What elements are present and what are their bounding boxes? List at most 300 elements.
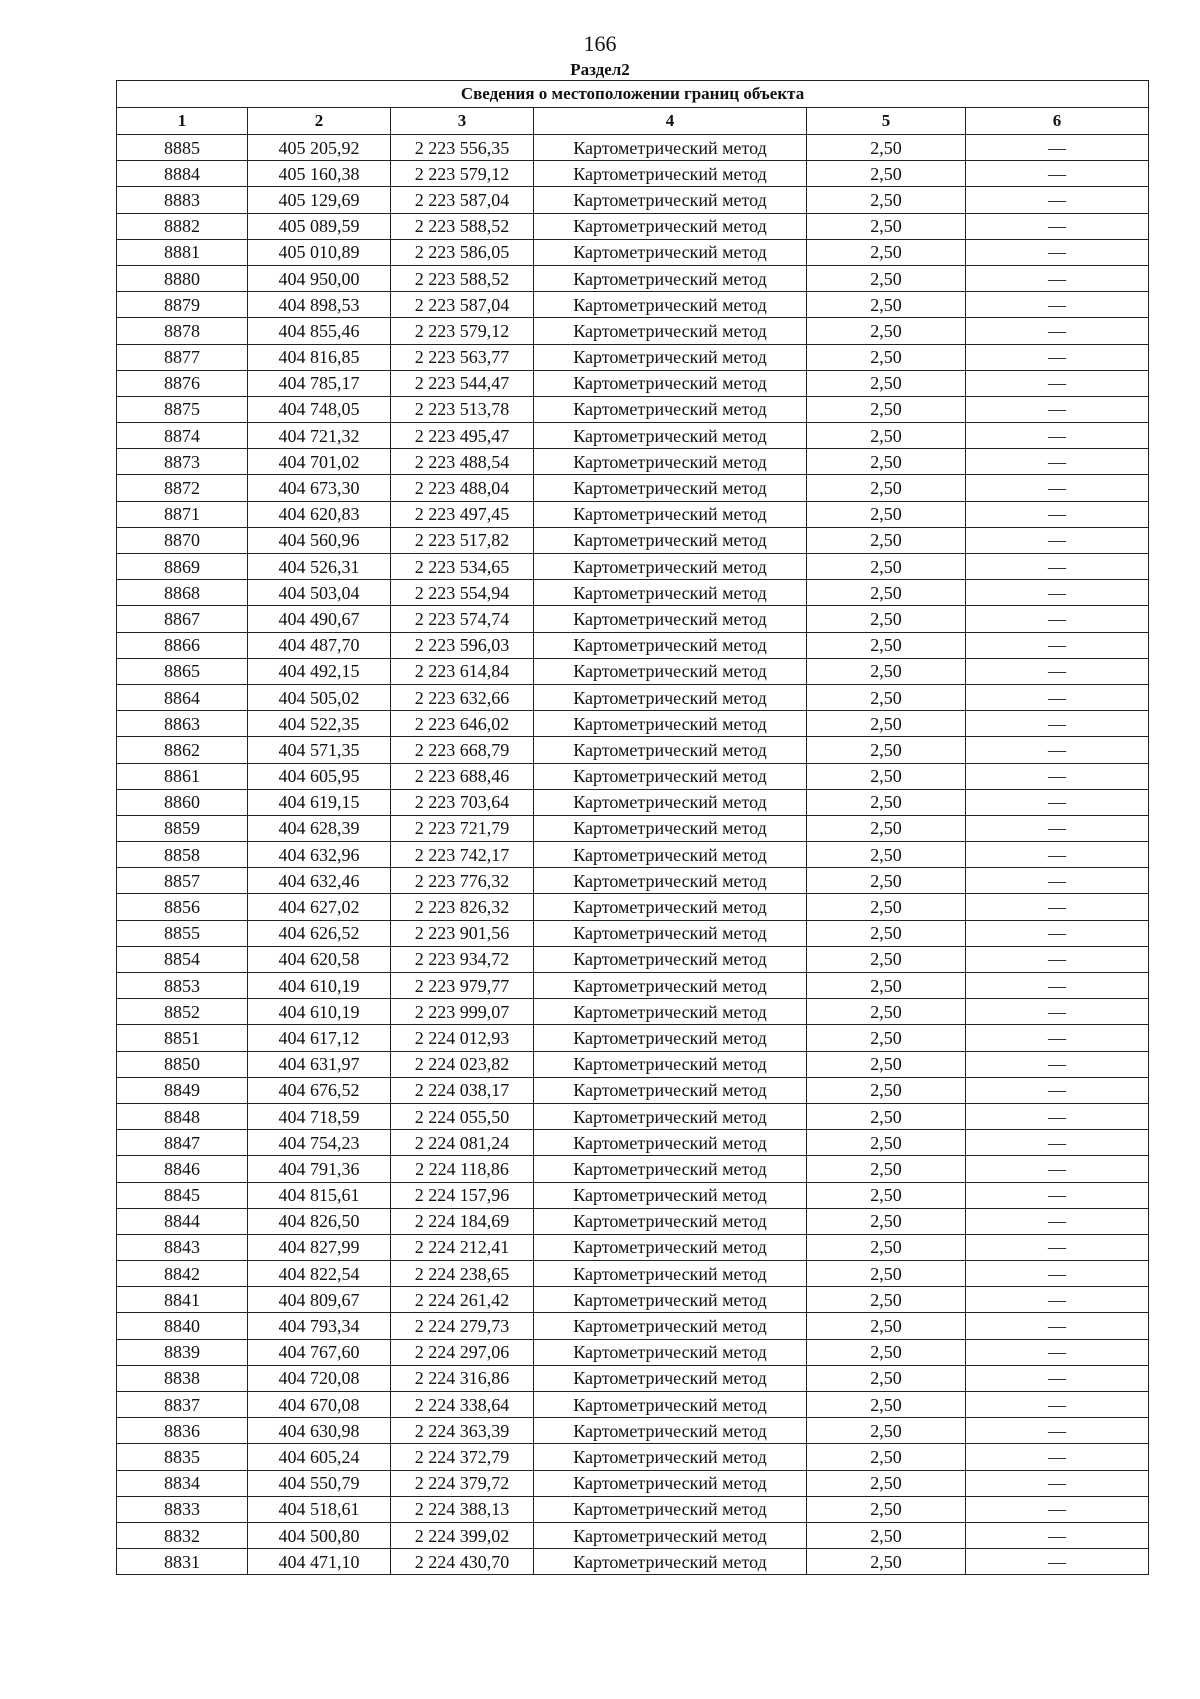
y-coordinate-cell: 2 223 588,52 [391, 213, 534, 239]
table-row [117, 632, 1149, 658]
table-row [117, 973, 1149, 999]
table-row [117, 475, 1149, 501]
y-coordinate-cell: 2 223 534,65 [391, 554, 534, 580]
table-row [117, 187, 1149, 213]
accuracy-cell: 2,50 [807, 318, 966, 344]
table-row [117, 658, 1149, 684]
description-cell: — [966, 1234, 1149, 1260]
accuracy-cell: 2,50 [807, 1182, 966, 1208]
y-coordinate-cell: 2 223 513,78 [391, 396, 534, 422]
x-coordinate-cell: 405 089,59 [248, 213, 391, 239]
x-coordinate-cell: 404 701,02 [248, 449, 391, 475]
description-cell: — [966, 554, 1149, 580]
method-cell: Картометрический метод [534, 737, 807, 763]
method-cell: Картометрический метод [534, 527, 807, 553]
table-row [117, 894, 1149, 920]
method-cell: Картометрический метод [534, 1182, 807, 1208]
y-coordinate-cell: 2 223 544,47 [391, 370, 534, 396]
y-coordinate-cell: 2 223 999,07 [391, 999, 534, 1025]
x-coordinate-cell: 404 754,23 [248, 1130, 391, 1156]
x-coordinate-cell: 404 627,02 [248, 894, 391, 920]
description-cell: — [966, 527, 1149, 553]
y-coordinate-cell: 2 224 184,69 [391, 1208, 534, 1234]
description-cell: — [966, 265, 1149, 291]
x-coordinate-cell: 404 670,08 [248, 1392, 391, 1418]
x-coordinate-cell: 404 720,08 [248, 1365, 391, 1391]
point-number-cell: 8845 [117, 1182, 248, 1208]
table-row [117, 1156, 1149, 1182]
accuracy-cell: 2,50 [807, 1051, 966, 1077]
accuracy-cell: 2,50 [807, 920, 966, 946]
x-coordinate-cell: 404 490,67 [248, 606, 391, 632]
description-cell: — [966, 187, 1149, 213]
x-coordinate-cell: 404 503,04 [248, 580, 391, 606]
accuracy-cell: 2,50 [807, 1549, 966, 1575]
y-coordinate-cell: 2 224 379,72 [391, 1470, 534, 1496]
description-cell: — [966, 1444, 1149, 1470]
accuracy-cell: 2,50 [807, 789, 966, 815]
description-cell: — [966, 161, 1149, 187]
table-row [117, 842, 1149, 868]
description-cell: — [966, 1339, 1149, 1365]
column-header: 2 [248, 108, 391, 135]
y-coordinate-cell: 2 224 157,96 [391, 1182, 534, 1208]
point-number-cell: 8877 [117, 344, 248, 370]
description-cell: — [966, 999, 1149, 1025]
method-cell: Картометрический метод [534, 894, 807, 920]
accuracy-cell: 2,50 [807, 187, 966, 213]
point-number-cell: 8843 [117, 1234, 248, 1260]
x-coordinate-cell: 404 500,80 [248, 1522, 391, 1548]
accuracy-cell: 2,50 [807, 1418, 966, 1444]
method-cell: Картометрический метод [534, 763, 807, 789]
description-cell: — [966, 1287, 1149, 1313]
x-coordinate-cell: 404 560,96 [248, 527, 391, 553]
point-number-cell: 8865 [117, 658, 248, 684]
table-body [117, 135, 1149, 1575]
accuracy-cell: 2,50 [807, 1287, 966, 1313]
point-number-cell: 8882 [117, 213, 248, 239]
x-coordinate-cell: 404 950,00 [248, 265, 391, 291]
method-cell: Картометрический метод [534, 318, 807, 344]
description-cell: — [966, 396, 1149, 422]
accuracy-cell: 2,50 [807, 1522, 966, 1548]
accuracy-cell: 2,50 [807, 1103, 966, 1129]
method-cell: Картометрический метод [534, 396, 807, 422]
point-number-cell: 8868 [117, 580, 248, 606]
table-row [117, 1392, 1149, 1418]
description-cell: — [966, 344, 1149, 370]
y-coordinate-cell: 2 223 488,04 [391, 475, 534, 501]
method-cell: Картометрический метод [534, 1496, 807, 1522]
y-coordinate-cell: 2 223 703,64 [391, 789, 534, 815]
y-coordinate-cell: 2 224 055,50 [391, 1103, 534, 1129]
point-number-cell: 8878 [117, 318, 248, 344]
table-row [117, 606, 1149, 632]
point-number-cell: 8832 [117, 1522, 248, 1548]
accuracy-cell: 2,50 [807, 894, 966, 920]
x-coordinate-cell: 404 505,02 [248, 684, 391, 710]
description-cell: — [966, 1313, 1149, 1339]
point-number-cell: 8869 [117, 554, 248, 580]
accuracy-cell: 2,50 [807, 1470, 966, 1496]
x-coordinate-cell: 404 767,60 [248, 1339, 391, 1365]
point-number-cell: 8860 [117, 789, 248, 815]
accuracy-cell: 2,50 [807, 763, 966, 789]
point-number-cell: 8840 [117, 1313, 248, 1339]
x-coordinate-cell: 405 010,89 [248, 239, 391, 265]
accuracy-cell: 2,50 [807, 815, 966, 841]
description-cell: — [966, 1051, 1149, 1077]
x-coordinate-cell: 404 626,52 [248, 920, 391, 946]
description-cell: — [966, 1103, 1149, 1129]
method-cell: Картометрический метод [534, 606, 807, 632]
method-cell: Картометрический метод [534, 868, 807, 894]
table-row [117, 554, 1149, 580]
description-cell: — [966, 658, 1149, 684]
method-cell: Картометрический метод [534, 815, 807, 841]
page-number: 166 [583, 31, 617, 56]
description-cell: — [966, 868, 1149, 894]
accuracy-cell: 2,50 [807, 1392, 966, 1418]
x-coordinate-cell: 404 809,67 [248, 1287, 391, 1313]
y-coordinate-cell: 2 224 279,73 [391, 1313, 534, 1339]
table-row [117, 1339, 1149, 1365]
x-coordinate-cell: 404 571,35 [248, 737, 391, 763]
method-cell: Картометрический метод [534, 1392, 807, 1418]
accuracy-cell: 2,50 [807, 423, 966, 449]
accuracy-cell: 2,50 [807, 973, 966, 999]
accuracy-cell: 2,50 [807, 292, 966, 318]
method-cell: Картометрический метод [534, 161, 807, 187]
table-row [117, 423, 1149, 449]
point-number-cell: 8875 [117, 396, 248, 422]
point-number-cell: 8847 [117, 1130, 248, 1156]
point-number-cell: 8855 [117, 920, 248, 946]
method-cell: Картометрический метод [534, 580, 807, 606]
table-row [117, 292, 1149, 318]
accuracy-cell: 2,50 [807, 999, 966, 1025]
accuracy-cell: 2,50 [807, 658, 966, 684]
column-header: 4 [534, 108, 807, 135]
y-coordinate-cell: 2 223 554,94 [391, 580, 534, 606]
point-number-cell: 8862 [117, 737, 248, 763]
x-coordinate-cell: 404 605,95 [248, 763, 391, 789]
point-number-cell: 8848 [117, 1103, 248, 1129]
point-number-cell: 8837 [117, 1392, 248, 1418]
method-cell: Картометрический метод [534, 292, 807, 318]
table-row [117, 1287, 1149, 1313]
x-coordinate-cell: 404 793,34 [248, 1313, 391, 1339]
method-cell: Картометрический метод [534, 1130, 807, 1156]
method-cell: Картометрический метод [534, 1287, 807, 1313]
table-row [117, 449, 1149, 475]
table-row [117, 920, 1149, 946]
x-coordinate-cell: 404 628,39 [248, 815, 391, 841]
description-cell: — [966, 606, 1149, 632]
table-title: Сведения о местоположении границ объекта [117, 81, 1149, 108]
point-number-cell: 8839 [117, 1339, 248, 1365]
method-cell: Картометрический метод [534, 239, 807, 265]
table-row [117, 318, 1149, 344]
y-coordinate-cell: 2 224 372,79 [391, 1444, 534, 1470]
method-cell: Картометрический метод [534, 213, 807, 239]
point-number-cell: 8833 [117, 1496, 248, 1522]
table-row [117, 1130, 1149, 1156]
method-cell: Картометрический метод [534, 265, 807, 291]
table-row [117, 763, 1149, 789]
description-cell: — [966, 1549, 1149, 1575]
table-row [117, 1051, 1149, 1077]
y-coordinate-cell: 2 223 587,04 [391, 187, 534, 213]
point-number-cell: 8849 [117, 1077, 248, 1103]
description-cell: — [966, 894, 1149, 920]
point-number-cell: 8885 [117, 135, 248, 161]
table-row [117, 344, 1149, 370]
accuracy-cell: 2,50 [807, 396, 966, 422]
column-header: 6 [966, 108, 1149, 135]
point-number-cell: 8872 [117, 475, 248, 501]
point-number-cell: 8853 [117, 973, 248, 999]
description-cell: — [966, 946, 1149, 972]
point-number-cell: 8881 [117, 239, 248, 265]
table-row [117, 1522, 1149, 1548]
description-cell: — [966, 1208, 1149, 1234]
y-coordinate-cell: 2 224 316,86 [391, 1365, 534, 1391]
table-row [117, 1313, 1149, 1339]
point-number-cell: 8864 [117, 684, 248, 710]
method-cell: Картометрический метод [534, 658, 807, 684]
method-cell: Картометрический метод [534, 1261, 807, 1287]
y-coordinate-cell: 2 223 668,79 [391, 737, 534, 763]
table-row [117, 580, 1149, 606]
table-row [117, 1418, 1149, 1444]
point-number-cell: 8861 [117, 763, 248, 789]
method-cell: Картометрический метод [534, 973, 807, 999]
point-number-cell: 8841 [117, 1287, 248, 1313]
point-number-cell: 8879 [117, 292, 248, 318]
point-number-cell: 8850 [117, 1051, 248, 1077]
y-coordinate-cell: 2 223 596,03 [391, 632, 534, 658]
y-coordinate-cell: 2 223 556,35 [391, 135, 534, 161]
point-number-cell: 8884 [117, 161, 248, 187]
method-cell: Картометрический метод [534, 1025, 807, 1051]
x-coordinate-cell: 404 617,12 [248, 1025, 391, 1051]
table-row [117, 999, 1149, 1025]
accuracy-cell: 2,50 [807, 737, 966, 763]
x-coordinate-cell: 404 826,50 [248, 1208, 391, 1234]
y-coordinate-cell: 2 223 934,72 [391, 946, 534, 972]
x-coordinate-cell: 404 822,54 [248, 1261, 391, 1287]
table-row [117, 1365, 1149, 1391]
y-coordinate-cell: 2 223 646,02 [391, 711, 534, 737]
x-coordinate-cell: 404 610,19 [248, 999, 391, 1025]
method-cell: Картометрический метод [534, 789, 807, 815]
y-coordinate-cell: 2 223 579,12 [391, 318, 534, 344]
point-number-cell: 8858 [117, 842, 248, 868]
point-number-cell: 8870 [117, 527, 248, 553]
accuracy-cell: 2,50 [807, 135, 966, 161]
x-coordinate-cell: 404 550,79 [248, 1470, 391, 1496]
y-coordinate-cell: 2 223 614,84 [391, 658, 534, 684]
accuracy-cell: 2,50 [807, 1496, 966, 1522]
point-number-cell: 8844 [117, 1208, 248, 1234]
table-row [117, 684, 1149, 710]
section-label: Раздел2 [570, 60, 630, 79]
point-number-cell: 8866 [117, 632, 248, 658]
accuracy-cell: 2,50 [807, 527, 966, 553]
y-coordinate-cell: 2 223 632,66 [391, 684, 534, 710]
method-cell: Картометрический метод [534, 423, 807, 449]
y-coordinate-cell: 2 223 488,54 [391, 449, 534, 475]
table-row [117, 1077, 1149, 1103]
x-coordinate-cell: 405 129,69 [248, 187, 391, 213]
point-number-cell: 8835 [117, 1444, 248, 1470]
point-number-cell: 8846 [117, 1156, 248, 1182]
y-coordinate-cell: 2 223 586,05 [391, 239, 534, 265]
point-number-cell: 8838 [117, 1365, 248, 1391]
table-row [117, 1470, 1149, 1496]
accuracy-cell: 2,50 [807, 632, 966, 658]
y-coordinate-cell: 2 223 563,77 [391, 344, 534, 370]
method-cell: Картометрический метод [534, 1313, 807, 1339]
description-cell: — [966, 213, 1149, 239]
y-coordinate-cell: 2 223 495,47 [391, 423, 534, 449]
table-row [117, 1444, 1149, 1470]
point-number-cell: 8842 [117, 1261, 248, 1287]
x-coordinate-cell: 404 898,53 [248, 292, 391, 318]
accuracy-cell: 2,50 [807, 475, 966, 501]
description-cell: — [966, 920, 1149, 946]
y-coordinate-cell: 2 224 038,17 [391, 1077, 534, 1103]
table-row [117, 370, 1149, 396]
x-coordinate-cell: 404 673,30 [248, 475, 391, 501]
accuracy-cell: 2,50 [807, 501, 966, 527]
table-row [117, 737, 1149, 763]
method-cell: Картометрический метод [534, 1339, 807, 1365]
accuracy-cell: 2,50 [807, 684, 966, 710]
x-coordinate-cell: 404 610,19 [248, 973, 391, 999]
accuracy-cell: 2,50 [807, 1130, 966, 1156]
point-number-cell: 8851 [117, 1025, 248, 1051]
table-row [117, 868, 1149, 894]
accuracy-cell: 2,50 [807, 1208, 966, 1234]
x-coordinate-cell: 404 522,35 [248, 711, 391, 737]
y-coordinate-cell: 2 223 574,74 [391, 606, 534, 632]
description-cell: — [966, 423, 1149, 449]
y-coordinate-cell: 2 223 587,04 [391, 292, 534, 318]
method-cell: Картометрический метод [534, 1444, 807, 1470]
accuracy-cell: 2,50 [807, 239, 966, 265]
description-cell: — [966, 789, 1149, 815]
x-coordinate-cell: 404 630,98 [248, 1418, 391, 1444]
accuracy-cell: 2,50 [807, 449, 966, 475]
point-number-cell: 8874 [117, 423, 248, 449]
description-cell: — [966, 239, 1149, 265]
accuracy-cell: 2,50 [807, 1234, 966, 1260]
description-cell: — [966, 815, 1149, 841]
y-coordinate-cell: 2 223 979,77 [391, 973, 534, 999]
description-cell: — [966, 580, 1149, 606]
method-cell: Картометрический метод [534, 475, 807, 501]
accuracy-cell: 2,50 [807, 842, 966, 868]
table-row [117, 946, 1149, 972]
x-coordinate-cell: 404 487,70 [248, 632, 391, 658]
method-cell: Картометрический метод [534, 1051, 807, 1077]
method-cell: Картометрический метод [534, 187, 807, 213]
point-number-cell: 8852 [117, 999, 248, 1025]
method-cell: Картометрический метод [534, 1156, 807, 1182]
method-cell: Картометрический метод [534, 1234, 807, 1260]
table-row [117, 789, 1149, 815]
table-row [117, 815, 1149, 841]
accuracy-cell: 2,50 [807, 946, 966, 972]
accuracy-cell: 2,50 [807, 344, 966, 370]
x-coordinate-cell: 404 620,58 [248, 946, 391, 972]
description-cell: — [966, 449, 1149, 475]
method-cell: Картометрический метод [534, 684, 807, 710]
x-coordinate-cell: 404 816,85 [248, 344, 391, 370]
method-cell: Картометрический метод [534, 1077, 807, 1103]
table-row [117, 711, 1149, 737]
table-row [117, 396, 1149, 422]
x-coordinate-cell: 404 827,99 [248, 1234, 391, 1260]
method-cell: Картометрический метод [534, 501, 807, 527]
description-cell: — [966, 763, 1149, 789]
x-coordinate-cell: 404 721,32 [248, 423, 391, 449]
description-cell: — [966, 1182, 1149, 1208]
table-row [117, 161, 1149, 187]
y-coordinate-cell: 2 224 297,06 [391, 1339, 534, 1365]
description-cell: — [966, 1077, 1149, 1103]
y-coordinate-cell: 2 223 579,12 [391, 161, 534, 187]
description-cell: — [966, 1522, 1149, 1548]
y-coordinate-cell: 2 224 012,93 [391, 1025, 534, 1051]
table-row [117, 1103, 1149, 1129]
accuracy-cell: 2,50 [807, 1025, 966, 1051]
point-number-cell: 8831 [117, 1549, 248, 1575]
method-cell: Картометрический метод [534, 946, 807, 972]
y-coordinate-cell: 2 224 081,24 [391, 1130, 534, 1156]
y-coordinate-cell: 2 223 826,32 [391, 894, 534, 920]
description-cell: — [966, 1365, 1149, 1391]
point-number-cell: 8873 [117, 449, 248, 475]
accuracy-cell: 2,50 [807, 554, 966, 580]
accuracy-cell: 2,50 [807, 1077, 966, 1103]
x-coordinate-cell: 404 815,61 [248, 1182, 391, 1208]
x-coordinate-cell: 404 631,97 [248, 1051, 391, 1077]
method-cell: Картометрический метод [534, 1470, 807, 1496]
y-coordinate-cell: 2 224 118,86 [391, 1156, 534, 1182]
description-cell: — [966, 1261, 1149, 1287]
description-cell: — [966, 1130, 1149, 1156]
description-cell: — [966, 632, 1149, 658]
accuracy-cell: 2,50 [807, 1444, 966, 1470]
x-coordinate-cell: 404 718,59 [248, 1103, 391, 1129]
x-coordinate-cell: 404 676,52 [248, 1077, 391, 1103]
table-row [117, 239, 1149, 265]
y-coordinate-cell: 2 224 261,42 [391, 1287, 534, 1313]
x-coordinate-cell: 404 632,96 [248, 842, 391, 868]
y-coordinate-cell: 2 224 238,65 [391, 1261, 534, 1287]
x-coordinate-cell: 404 620,83 [248, 501, 391, 527]
accuracy-cell: 2,50 [807, 1339, 966, 1365]
method-cell: Картометрический метод [534, 1549, 807, 1575]
description-cell: — [966, 711, 1149, 737]
accuracy-cell: 2,50 [807, 1261, 966, 1287]
method-cell: Картометрический метод [534, 370, 807, 396]
description-cell: — [966, 1156, 1149, 1182]
